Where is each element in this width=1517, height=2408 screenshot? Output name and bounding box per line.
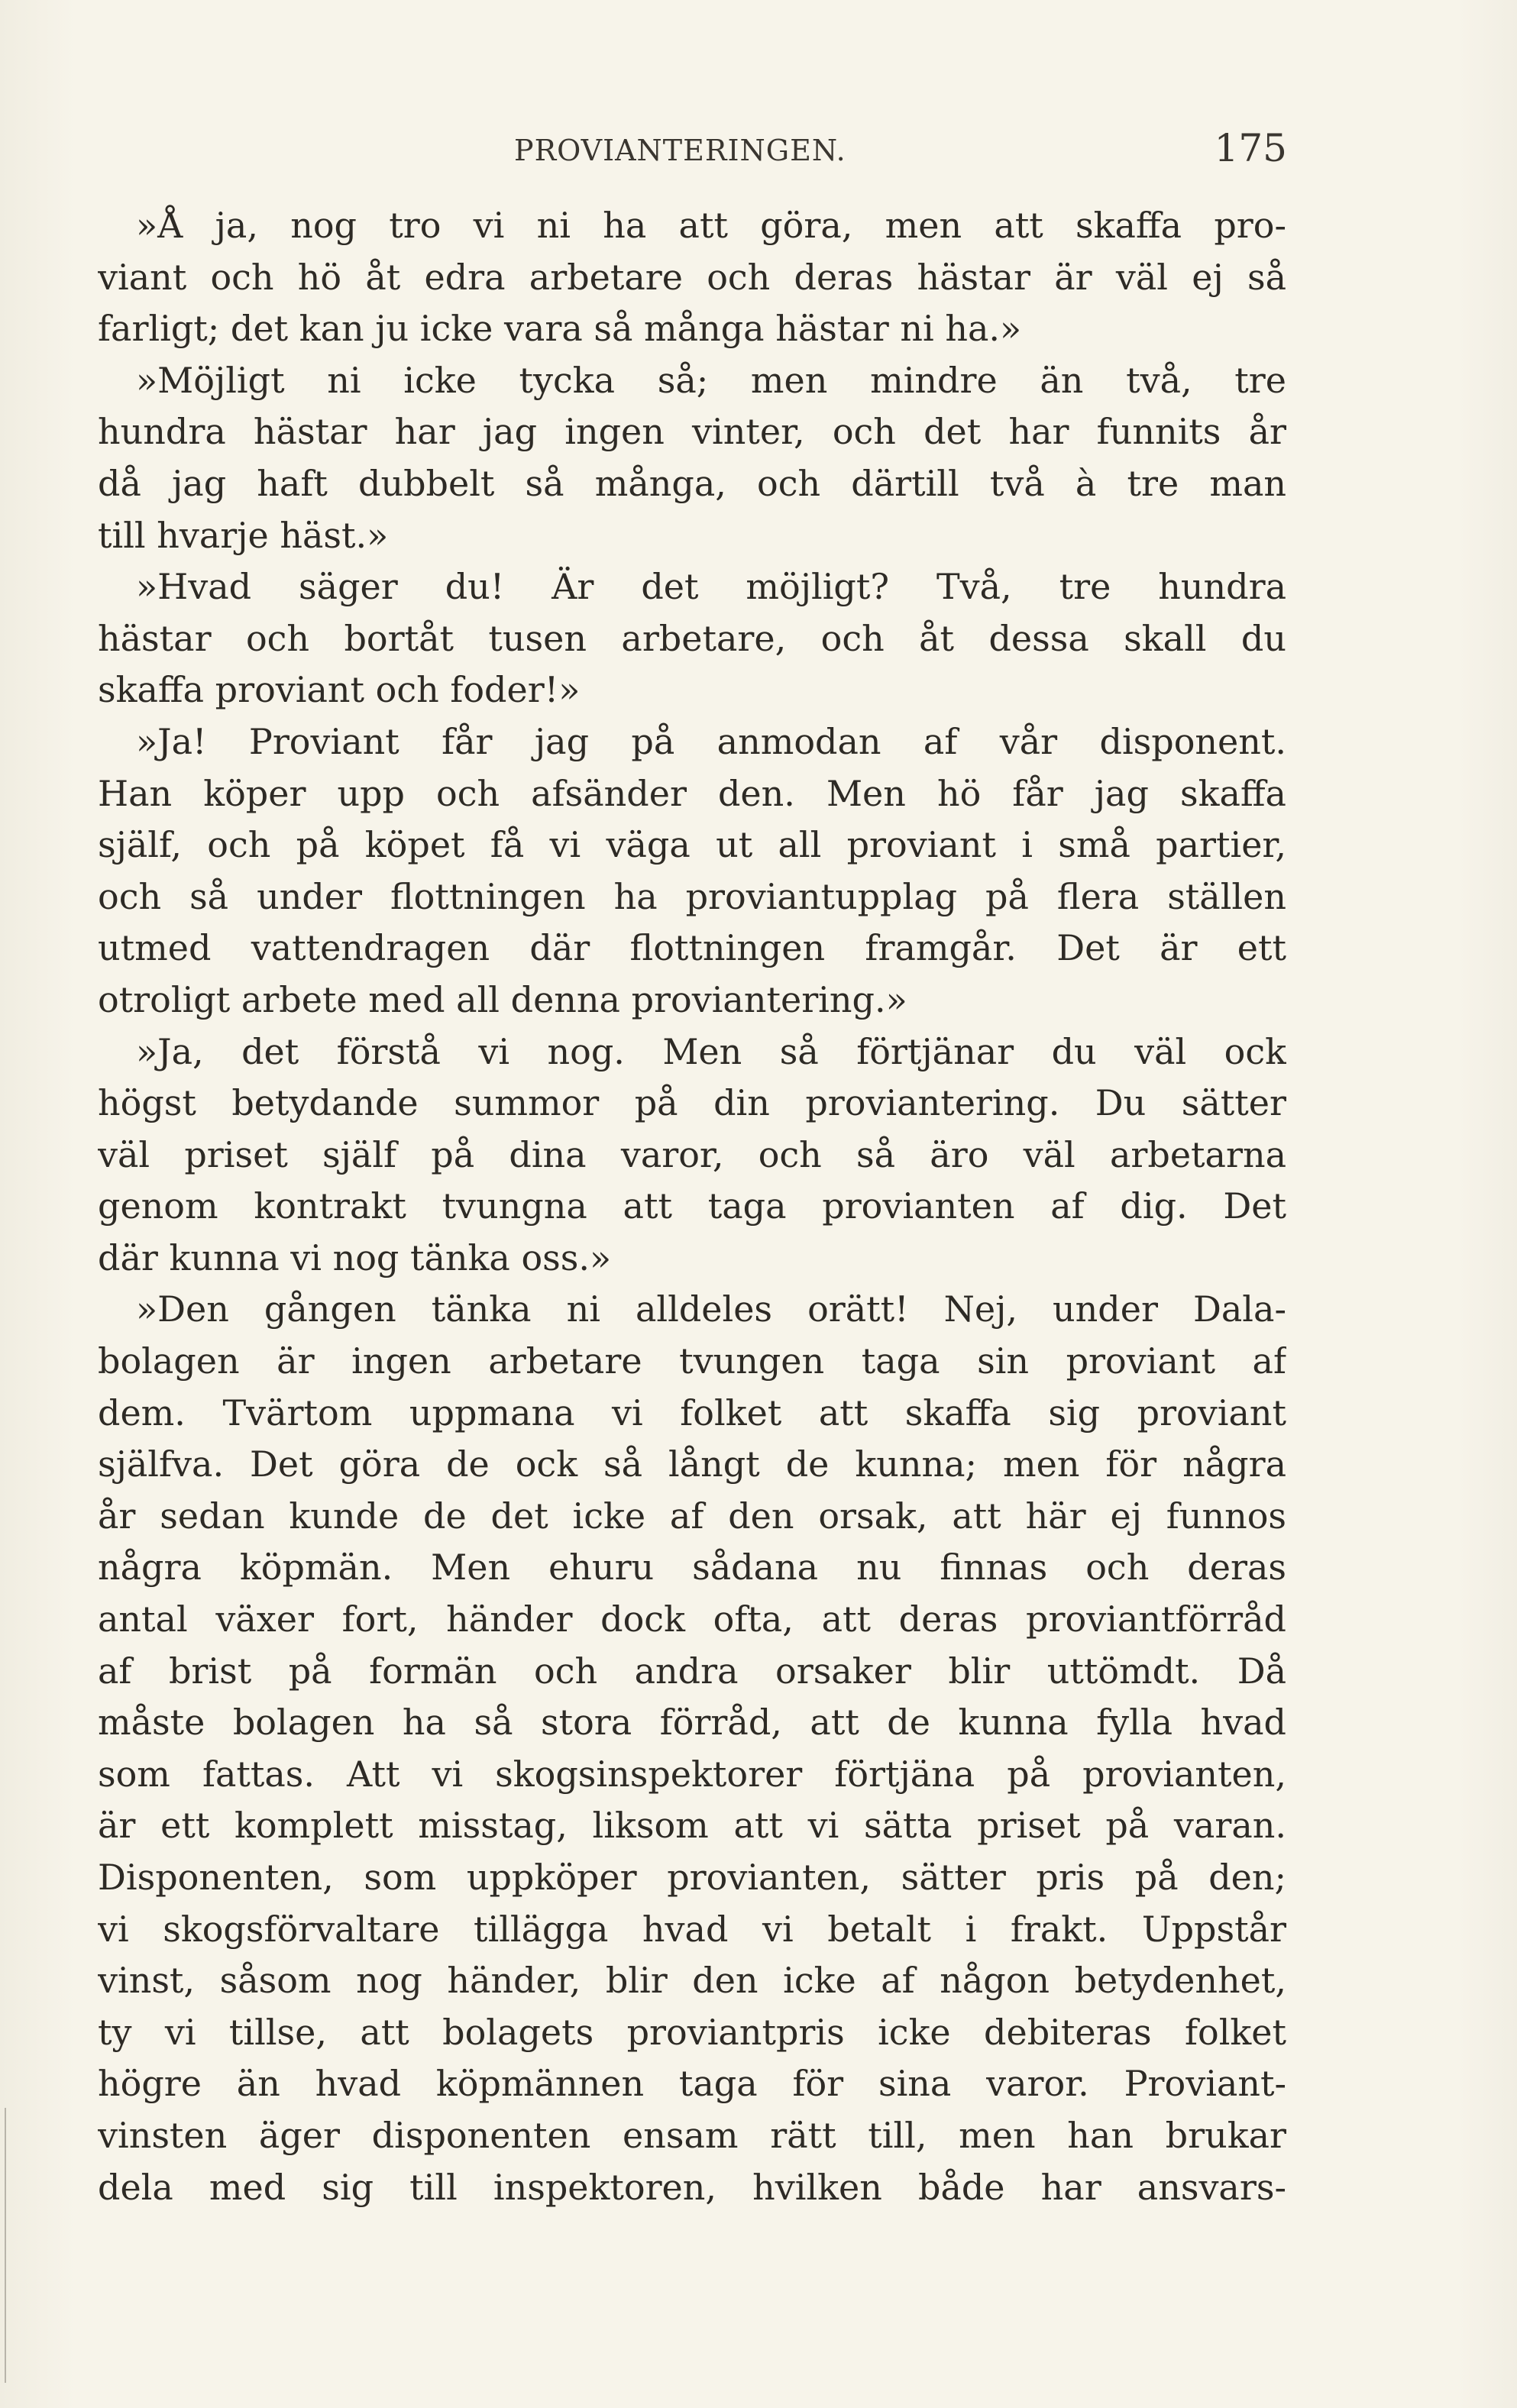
text-line: farligt; det kan ju icke vara så många hästar ni ha.» <box>98 308 1022 350</box>
text-line: antal växer fort, händer dock ofta, att deras proviantförråd <box>98 1598 1286 1640</box>
text-line: då jag haft dubbelt så många, och därtill två à tre man <box>98 462 1286 504</box>
text-line: hundra hästar har jag ingen vinter, och det har funnits år <box>98 411 1286 453</box>
text-line: väl priset själf på dina varor, och så äro väl arbetarna <box>98 1133 1286 1175</box>
text-line: är ett komplett misstag, liksom att vi sätta priset på varan. <box>98 1805 1286 1847</box>
text-line: Han köper upp och afsänder den. Men hö får jag skaffa <box>98 772 1286 814</box>
text-line: Disponenten, som uppköper provianten, sätter pris på den; <box>98 1857 1286 1898</box>
text-line: högre än hvad köpmännen taga för sina varor. Proviant- <box>98 2063 1286 2105</box>
text-line: ty vi tillse, att bolagets proviantpris icke debiteras folket <box>98 2011 1286 2053</box>
text-line: själfva. Det göra de ock så långt de kunna; men för några <box>98 1443 1286 1485</box>
text-line: otroligt arbete med all denna proviantering.» <box>98 978 907 1020</box>
text-line: där kunna vi nog tänka oss.» <box>98 1236 612 1278</box>
text-line: utmed vattendragen där flottningen framgår. Det är ett <box>98 927 1286 969</box>
text-line: dela med sig till inspektoren, hvilken både har ansvars- <box>98 2166 1286 2208</box>
running-head: PROVIANTERINGEN. <box>514 134 846 167</box>
text-line: vinsten äger disponenten ensam rätt till, men han brukar <box>98 2114 1286 2156</box>
text-line: år sedan kunde de det icke af den orsak, att här ej funnos <box>98 1495 1286 1537</box>
text-line: till hvarje häst.» <box>98 514 389 556</box>
page-edge <box>5 2108 6 2383</box>
body-text <box>98 200 1286 2213</box>
text-line: och så under flottningen ha proviantupplag på flera ställen <box>98 875 1286 917</box>
text-line: några köpmän. Men ehuru sådana nu finnas och deras <box>98 1547 1286 1589</box>
text-line: hästar och bortåt tusen arbetare, och åt dessa skall du <box>98 617 1286 659</box>
text-line: bolagen är ingen arbetare tvungen taga sin proviant af <box>98 1340 1286 1382</box>
text-line: skaffa proviant och foder!» <box>98 669 581 711</box>
page-number: 175 <box>1214 126 1287 170</box>
text-line: måste bolagen ha så stora förråd, att de kunna fylla hvad <box>98 1702 1286 1744</box>
text-line: »Ja! Proviant får jag på anmodan af vår disponent. <box>136 720 1286 762</box>
text-line: högst betydande summor på din proviantering. Du sätter <box>98 1082 1286 1124</box>
text-line: själf, och på köpet få vi väga ut all proviant i små partier, <box>98 824 1286 866</box>
text-line: genom kontrakt tvungna att taga provianten af dig. Det <box>98 1185 1286 1227</box>
text-line: »Den gången tänka ni alldeles orätt! Nej, under Dala- <box>136 1288 1286 1330</box>
text-line: som fattas. Att vi skogsinspektorer förtjäna på provianten, <box>98 1753 1286 1795</box>
text-line: viant och hö åt edra arbetare och deras hästar är väl ej så <box>98 256 1286 298</box>
text-line: »Möjligt ni icke tycka så; men mindre än två, tre <box>136 359 1286 401</box>
text-line: »Å ja, nog tro vi ni ha att göra, men att skaffa pro- <box>136 205 1286 246</box>
page-header <box>99 126 1287 172</box>
text-line: »Ja, det förstå vi nog. Men så förtjänar du väl ock <box>136 1030 1286 1072</box>
text-line: vi skogsförvaltare tillägga hvad vi betalt i frakt. Uppstår <box>98 1908 1286 1950</box>
text-line: »Hvad säger du! Är det möjligt? Två, tre hundra <box>136 566 1286 608</box>
text-line: dem. Tvärtom uppmana vi folket att skaffa sig proviant <box>98 1391 1286 1433</box>
text-line: vinst, såsom nog händer, blir den icke af någon betydenhet, <box>98 1960 1286 2002</box>
text-line: af brist på formän och andra orsaker blir uttömdt. Då <box>98 1650 1286 1692</box>
